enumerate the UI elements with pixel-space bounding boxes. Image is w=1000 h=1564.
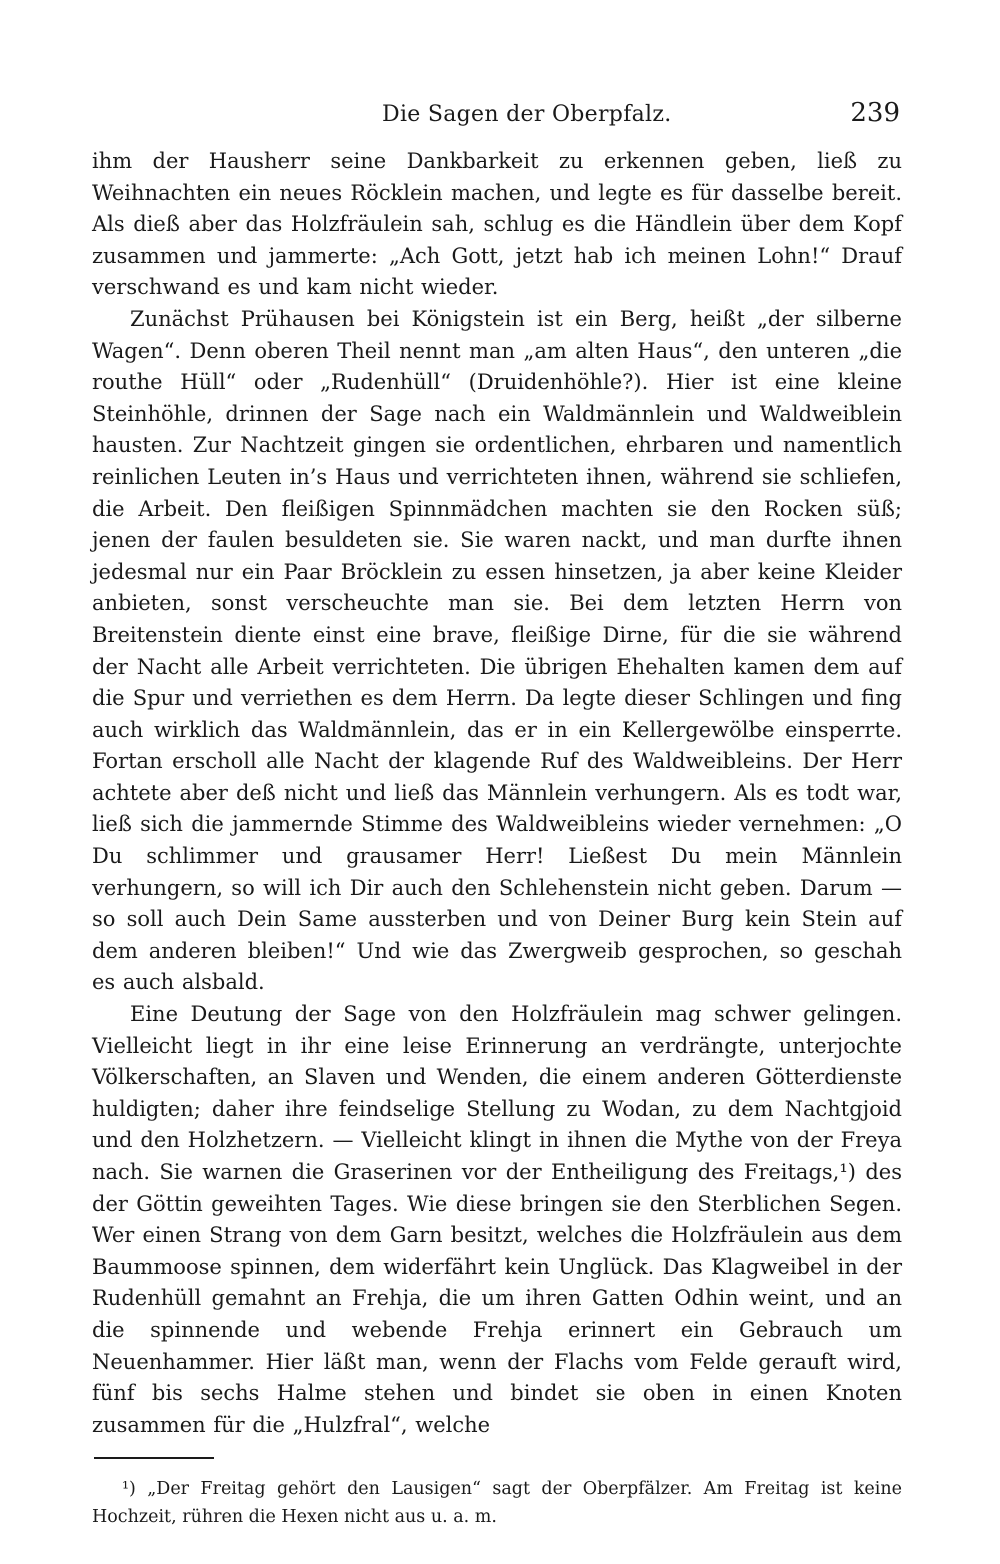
paragraph-pruehausen-legend: Zunächst Prühausen bei Königstein ist ein Berg, heißt „der silberne Wagen“. Denn oberen Theil nennt man „am alten Haus“, den unteren „die routhe Hüll“ oder „Rudenhüll“ (Druidenhöhle?). Hier ist eine kleine Steinhöhle, drinnen der Sage nach ein Waldmännlein und Waldweiblein hausten. Zur Nachtzeit gingen sie ordentlichen, ehrbaren und namentlich reinlichen Leuten in’s Haus und verrichteten ihnen, während sie schliefen, die Arbeit. Den fleißigen Spinnmädchen machten sie den Rocken süß; jenen der faulen besuldeten sie. Sie waren nackt, und man durfte ihnen jedesmal nur ein Paar Bröcklein zu essen hinsetzen, ja aber keine Kleider anbieten, sonst verscheuchte man sie. Bei dem letzten Herrn von Breitenstein diente einst eine brave, fleißige Dirne, für die sie während der Nacht alle Arbeit verrichteten. Die übrigen Ehehalten kamen dem auf die Spur und verriethen es dem Herrn. Da legte dieser Schlingen und fing auch wirklich das Waldmännlein, das er in ein Kellergewölbe einsperrte. Fortan erscholl alle Nacht der klagende Ruf des Waldweibleins. Der Herr achtete aber deß nicht und ließ das Männlein verhungern. Als es todt war, ließ sich die jammernde Stimme des Waldweibleins wieder vernehmen: „O Du schlimmer und grausamer Herr! Ließest Du mein Männlein verhungern, so will ich Dir auch den Schlehenstein nicht geben. Darum — so soll auch Dein Same aussterben und von Deiner Burg kein Stein auf dem anderen bleiben!“ Und wie das Zwergweib gesprochen, so geschah es auch alsbald. (92, 306, 902, 995)
footnote-1: ¹) „Der Freitag gehört den Lausigen“ sagt der Oberpfälzer. Am Freitag ist keine Hochzeit, rühren die Hexen nicht aus u. a. m. (92, 1479, 902, 1528)
footnote-divider (94, 1457, 214, 1459)
page-number: 239 (850, 98, 900, 128)
body-text (92, 146, 902, 1441)
footnotes (92, 1475, 902, 1531)
book-page (92, 96, 902, 1528)
paragraph-continued: ihm der Hausherr seine Dankbarkeit zu erkennen geben, ließ zu Weihnachten ein neues Röcklein machen, und legte es für dasselbe bereit. Als dieß aber das Holzfräulein sah, schlug es die Händlein über dem Kopf zusammen und jammerte: „Ach Gott, jetzt hab ich meinen Lohn!“ Drauf verschwand es und kam nicht wieder. (92, 149, 902, 300)
paragraph-interpretation: Eine Deutung der Sage von den Holzfräulein mag schwer gelingen. Vielleicht liegt in ihr eine leise Erinnerung an verdrängte, unterjochte Völkerschaften, an Slaven und Wenden, die einem anderen Götterdienste huldigten; daher ihre feindselige Stellung zu Wodan, zu dem Nachtgjoid und den Holzhetzern. — Vielleicht klingt in ihnen die Mythe von der Freya nach. Sie warnen die Graserinen vor der Entheiligung des Freitags,¹) des der Göttin geweihten Tages. Wie diese bringen sie den Sterblichen Segen. Wer einen Strang von dem Garn besitzt, welches die Holzfräulein aus dem Baummoose spinnen, dem widerfährt kein Unglück. Das Klagweibel in der Rudenhüll gemahnt an Frehja, die um ihren Gatten Odhin weint, und an die spinnende und webende Frehja erinnert ein Gebrauch um Neuenhammer. Hier läßt man, wenn der Flachs vom Felde gerauft wird, fünf bis sechs Halme stehen und bindet sie oben in einen Knoten zusammen für die „Hulzfral“, welche (92, 1002, 902, 1437)
running-title: Die Sagen der Oberpfalz. (382, 102, 672, 127)
running-head (92, 96, 902, 142)
